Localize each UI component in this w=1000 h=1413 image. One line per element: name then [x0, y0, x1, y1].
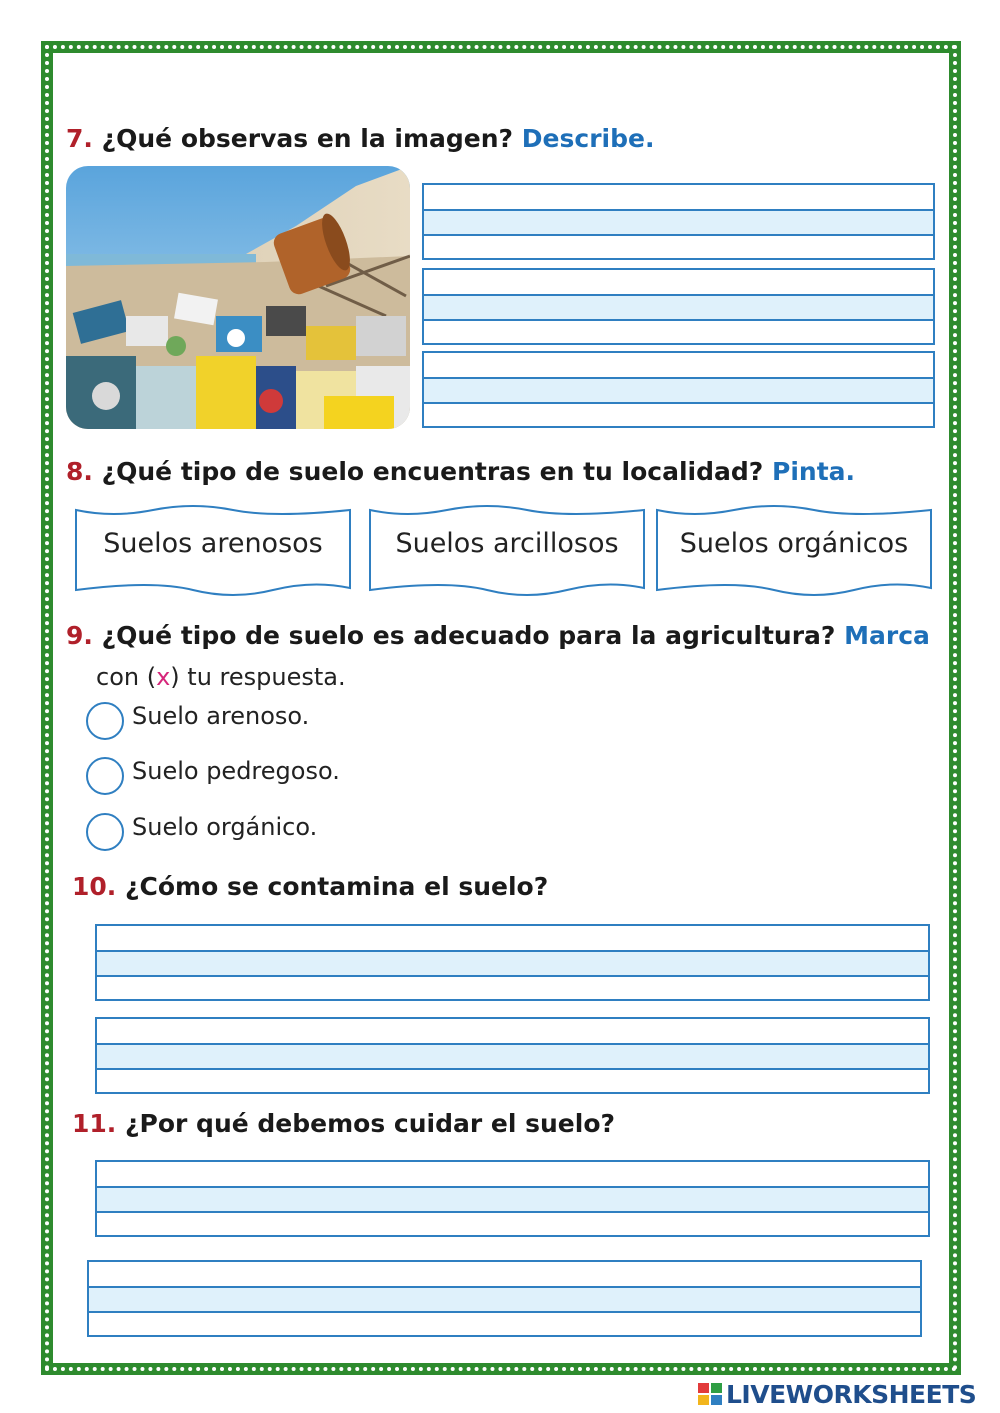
- option-radio[interactable]: [86, 702, 124, 740]
- answer-lines-11b[interactable]: [87, 1260, 922, 1337]
- question-instruction: Describe.: [521, 124, 655, 153]
- option-label: Suelo arenoso.: [132, 702, 310, 730]
- question-instruction: Pinta.: [772, 457, 856, 486]
- soil-option-clay[interactable]: [367, 502, 647, 598]
- answer-lines-10a[interactable]: [95, 924, 930, 1001]
- question-9-line2: [96, 663, 346, 691]
- question-text: ¿Por qué debemos cuidar el suelo?: [125, 1109, 616, 1138]
- question-11: [72, 1109, 615, 1138]
- question-number: 11.: [72, 1109, 117, 1138]
- question-number: 10.: [72, 872, 117, 901]
- option-radio[interactable]: [86, 757, 124, 795]
- soil-option-label: Suelos arcillosos: [395, 528, 619, 559]
- soil-option-label: Suelos orgánicos: [679, 528, 909, 559]
- option-radio[interactable]: [86, 813, 124, 851]
- beach-pollution-photo: [66, 166, 410, 429]
- instruction-text: con (: [96, 663, 157, 691]
- question-number: 9.: [66, 621, 93, 650]
- question-number: 7.: [66, 124, 93, 153]
- question-instruction: Marca: [844, 621, 930, 650]
- question-7: [66, 124, 654, 153]
- option-label: Suelo orgánico.: [132, 813, 318, 841]
- soil-option-label: Suelos arenosos: [103, 528, 323, 559]
- question-text: ¿Cómo se contamina el suelo?: [125, 872, 549, 901]
- soil-option-sandy[interactable]: [73, 502, 353, 598]
- question-9: [66, 621, 930, 650]
- answer-lines-7a[interactable]: [422, 183, 935, 260]
- answer-lines-7b[interactable]: [422, 268, 935, 345]
- liveworksheets-wordmark: LIVEWORKSHEETS: [726, 1380, 977, 1409]
- answer-lines-7c[interactable]: [422, 351, 935, 428]
- answer-lines-11a[interactable]: [95, 1160, 930, 1237]
- x-mark: x: [156, 663, 171, 691]
- answer-lines-10b[interactable]: [95, 1017, 930, 1094]
- liveworksheets-mark-icon: [698, 1383, 722, 1405]
- question-text: ¿Qué observas en la imagen?: [101, 124, 514, 153]
- question-text: ¿Qué tipo de suelo es adecuado para la agricultura?: [101, 621, 836, 650]
- question-10: [72, 872, 548, 901]
- soil-option-organic[interactable]: [654, 502, 934, 598]
- question-8: [66, 457, 855, 486]
- question-number: 8.: [66, 457, 93, 486]
- instruction-text: ) tu respuesta.: [170, 663, 346, 691]
- option-label: Suelo pedregoso.: [132, 757, 340, 785]
- question-text: ¿Qué tipo de suelo encuentras en tu localidad?: [101, 457, 764, 486]
